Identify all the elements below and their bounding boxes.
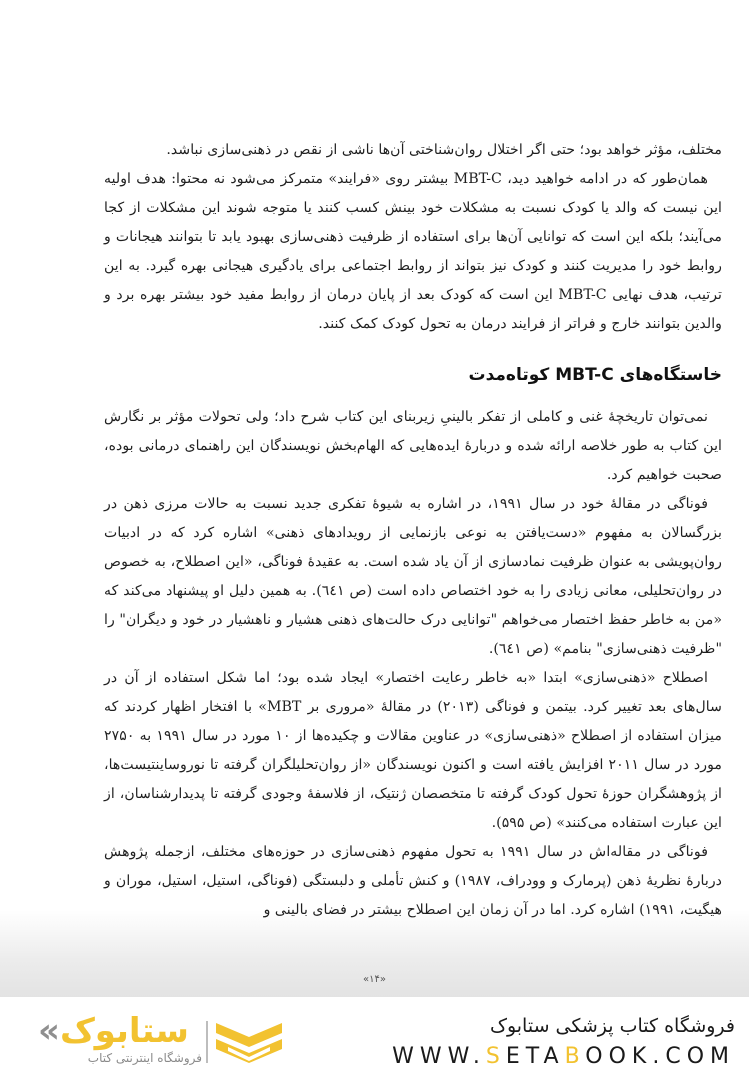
double-chevron-left-icon: «: [38, 1011, 60, 1051]
brand-title: فروشگاه کتاب پزشکی ستابوک: [489, 1015, 735, 1037]
paragraph-fonagy-development: فوناگی در مقاله‌اش در سال ۱۹۹۱ به تحول مفهوم ذهنی‌سازی در حوزه‌های مختلف، ازجمله پژوهش دربارهٔ نظریهٔ ذهن (پرمارک و وودراف، ۱۹۸۷) و کنش تأملی و دلبستگی (فوناگی، استیل، استیل، موران و هیگیت، ۱۹۹۱) اشاره کرد. اما در آن زمان این اصطلاح بیشتر در فضای بالینی و: [104, 844, 722, 918]
chevron-stack-icon: [214, 1017, 284, 1069]
paragraph-fonagy-1991: فوناگی در مقالهٔ خود در سال ۱۹۹۱، در اشاره به شیوهٔ تفکری جدید نسبت به حالات مرزی ذهن در بزرگسالان به مفهوم «دست‌یافتن به نوعی بازنمایی از رویدادهای ذهنی» اشاره کرد که در ادبیات روان‌پویشی به عنوان ظرفیت نمادسازی از آن یاد شده است. به عقیدهٔ فوناگی، «این اصطلاح، به خصوص در روان‌تحلیلی، معانی زیادی را به خود اختصاص داده است (ص ٦٤١). به همین دلیل او پیشنهاد می‌کند که «من به خاطر حفظ اختصار می‌خواهم "توانایی درک حالت‌های ذهنی هشیار و ناهشیار در خود و دیگران" را "ظرفیت ذهنی‌سازی" بنامم» (ص ٦٤١).: [104, 496, 722, 657]
paragraph-continued: مختلف، مؤثر خواهد بود؛ حتی اگر اختلال روان‌شناختی آن‌ها ناشی از نقص در ذهنی‌سازی نباشد.: [166, 142, 722, 158]
logo-wordmark: «ستابوک: [38, 1011, 189, 1051]
logo-subtitle: فروشگاه اینترنتی کتاب: [87, 1051, 202, 1065]
logo-divider: [206, 1021, 208, 1063]
paragraph-mentalization-term: اصطلاح «ذهنی‌سازی» ابتدا «به خاطر رعایت اختصار» ایجاد شده بود؛ اما شکل استفاده از آن در سال‌های بعد تغییر کرد. بیتمن و فوناگی (۲۰۱۳) در مقالهٔ «مروری بر MBT» با افتخار اظهار کردند که میزان استفاده از اصطلاح «ذهنی‌سازی» در عناوین مقالات و چکیده‌ها از ۱۰ مورد در سال ۱۹۹۱ به ۲۷۵۰ مورد در سال ۲۰۱۱ افزایش یافته است و اکنون نویسندگان «از روان‌تحلیلگران گرفته تا نوروساینتیست‌ها، از پژوهشگران حوزهٔ تحول کودک گرفته تا متخصصان ژنتیک، از فلاسفهٔ وجودی گرفته تا پدیدارشناسان، از این عبارت استفاده می‌کنند» (ص ۵۹۵).: [104, 670, 723, 831]
paragraph-origins-intro: نمی‌توان تاریخچهٔ غنی و کاملی از تفکر بالینیِ زیربنای این کتاب شرح داد؛ ولی تحولات مؤثر بر نگارش این کتاب به طور خلاصه ارائه شده و دربارهٔ ایده‌هایی که الهام‌بخش نویسندگان این راهنمای درمانی بوده، صحبت خواهیم کرد.: [104, 409, 722, 483]
page-number: «۱۴»: [363, 974, 386, 985]
page-body: [104, 136, 722, 925]
section-heading: خاستگاه‌های MBT-C کوتاه‌مدت: [468, 365, 722, 385]
website-url[interactable]: WWW.SETABOOK.COM: [392, 1044, 735, 1069]
publisher-footer: [0, 997, 749, 1079]
setabook-logo[interactable]: [30, 1011, 290, 1071]
brand-text: [375, 1013, 735, 1071]
paragraph-mbt-c-focus: همان‌طور که در ادامه خواهید دید، MBT-C بیشتر روی «فرایند» متمرکز می‌شود نه محتوا: هدف اولیه این نیست که والد یا کودک نسبت به مشکلات خود بینش کسب کنند یا متوجه شوند این مشکلات از کجا می‌آیند؛ بلکه این است که توانایی آن‌ها برای استفاده از ظرفیت ذهنی‌سازی بهبود یابد تا بتوانند هیجانات و روابط خود را مدیریت کنند و کودک نیز بتواند از روابط اجتماعی برای یادگیری هیجانی بهره گیرد. به این ترتیب، هدف نهایی MBT-C این است که کودک بعد از پایان درمان از روابط مفید خود بیشتر بهره برد و والدین بتوانند خارج و فراتر از فرایند درمان به تحول کودک کمک کنند.: [104, 171, 722, 332]
